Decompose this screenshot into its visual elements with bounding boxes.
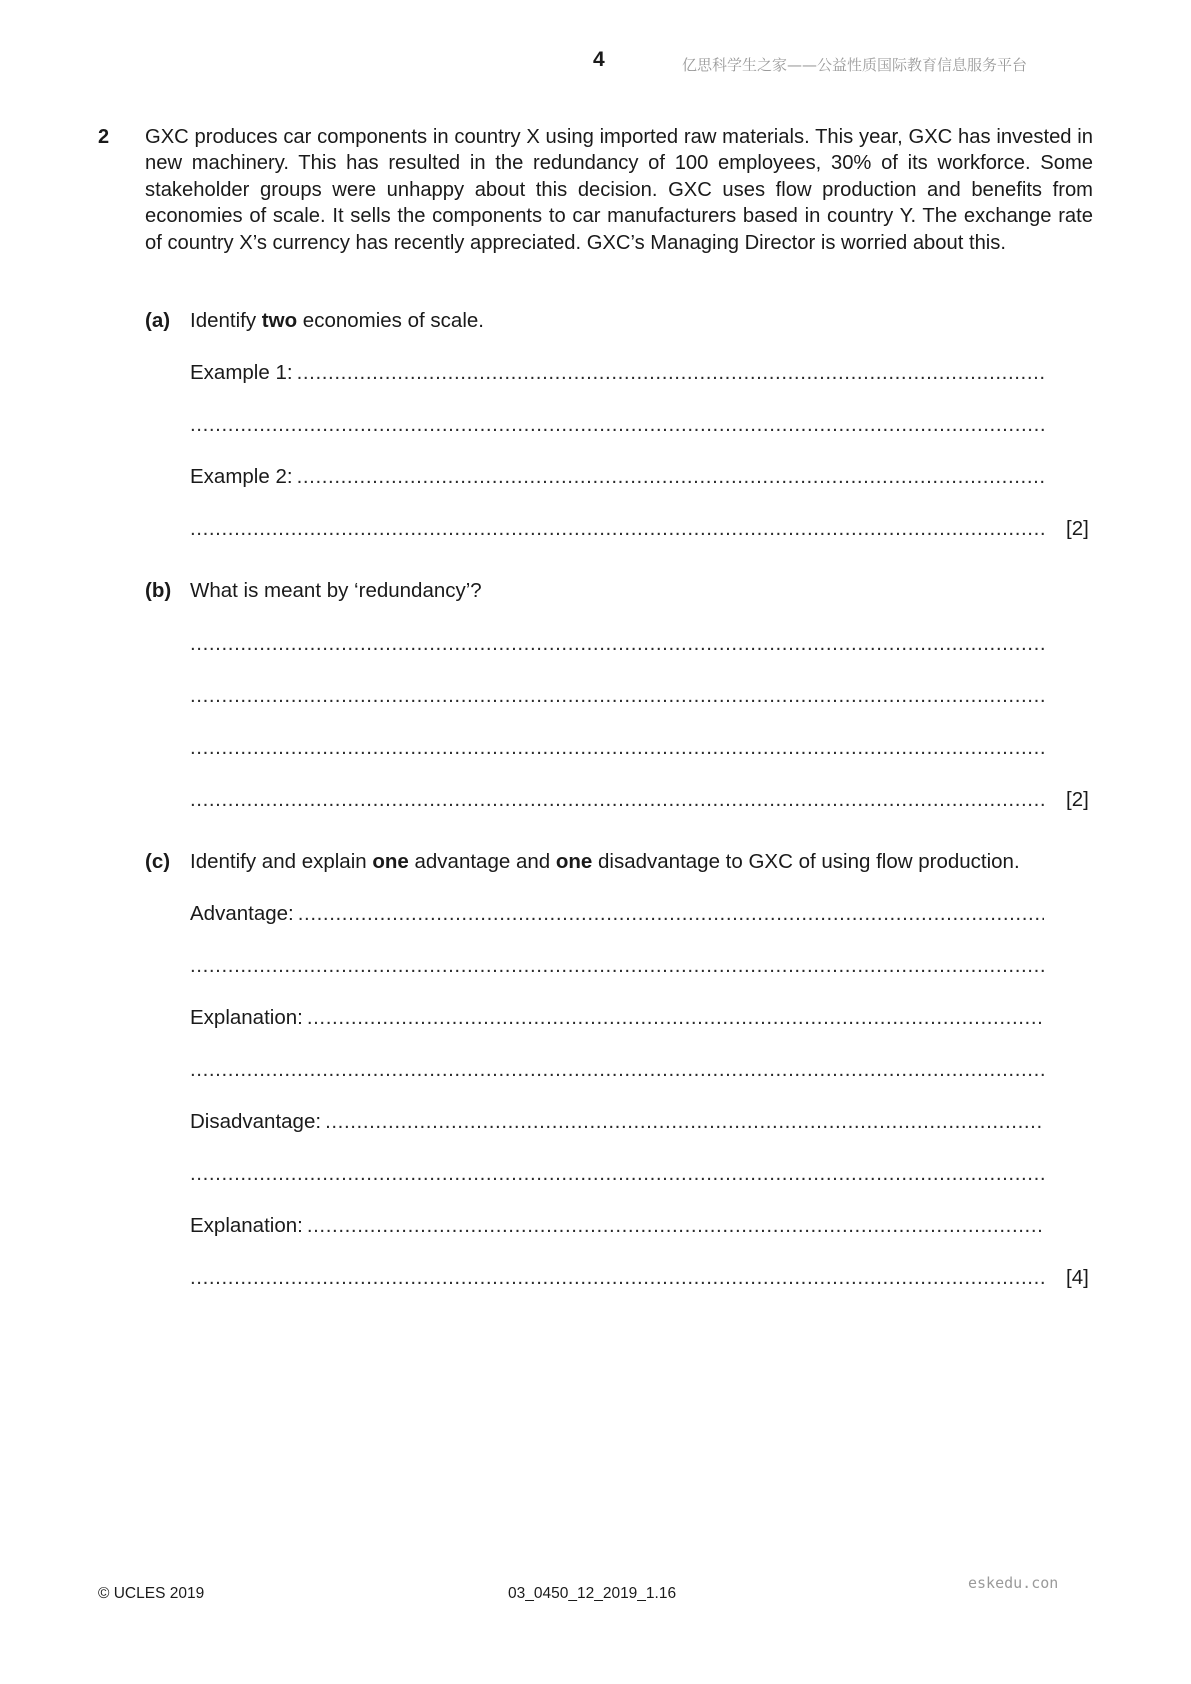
answer-line-c-8[interactable] [190,1266,1044,1292]
example-2-label: Example 2: [190,465,293,488]
answer-line-c-2[interactable] [190,954,1044,980]
dotted-line [190,954,1044,978]
dotted-line [190,413,1044,437]
dotted-line [190,632,1044,656]
dotted-line [297,465,1044,489]
answer-line-explanation-2[interactable] [190,1214,1044,1240]
part-c-text-1: Identify and explain [190,850,373,873]
page-number: 4 [593,48,605,71]
dotted-line [298,902,1044,926]
part-c-bold-1: one [372,850,409,873]
dotted-line [325,1110,1044,1134]
part-c-marks: [4] [1066,1266,1089,1289]
part-a-text-before: Identify [190,309,262,332]
answer-line-disadvantage[interactable] [190,1110,1044,1136]
part-a-text-bold: two [261,309,298,332]
part-c-label: (c) [145,850,171,873]
answer-line-explanation-1[interactable] [190,1006,1044,1032]
part-c-bold-2: one [555,850,593,873]
explanation-2-label: Explanation: [190,1214,303,1237]
answer-line-b-1[interactable] [190,632,1044,658]
part-a-question [190,309,484,333]
question-stem: GXC produces car components in country X using imported raw materials. This year, GXC has invested in new machinery. This has resulted in the redundancy of 100 employees, 30% of its workforce. Some stakeholder groups were unhappy about this decision. GXC uses flow production and benefits from economies of scale. It sells the components to car manufacturers based in country Y. The exchange rate of country X’s currency has recently appreciated. GXC’s Managing Director is worried about this. [145,126,1093,254]
part-c-text-3: disadvantage to GXC of using flow production. [592,850,1020,873]
explanation-1-label: Explanation: [190,1006,303,1029]
header-watermark: 亿思科学生之家——公益性质国际教育信息服务平台 [682,56,1028,74]
dotted-line [190,517,1044,541]
answer-line-a-2[interactable] [190,413,1044,439]
question-number: 2 [98,126,110,148]
document-code: 03_0450_12_2019_1.16 [508,1585,677,1602]
example-1-label: Example 1: [190,361,293,384]
answer-line-example-2[interactable] [190,465,1044,491]
answer-line-a-4[interactable] [190,517,1044,543]
answer-line-c-6[interactable] [190,1162,1044,1188]
answer-line-b-4[interactable] [190,788,1044,814]
disadvantage-label: Disadvantage: [190,1110,322,1133]
part-b-label: (b) [145,579,172,602]
answer-line-advantage[interactable] [190,902,1044,928]
footer-watermark: eskedu.con [968,1574,1059,1592]
dotted-line [297,361,1044,385]
part-a-marks: [2] [1066,517,1089,540]
dotted-line [190,788,1044,812]
part-c-question [190,850,1020,874]
answer-line-c-4[interactable] [190,1058,1044,1084]
dotted-line [190,1266,1044,1290]
dotted-line [307,1214,1044,1238]
dotted-line [190,1162,1044,1186]
part-b-question: What is meant by ‘redundancy’? [190,579,482,602]
answer-line-example-1[interactable] [190,361,1044,387]
advantage-label: Advantage: [190,902,294,925]
dotted-line [190,736,1044,760]
dotted-line [190,1058,1044,1082]
answer-line-b-2[interactable] [190,684,1044,710]
dotted-line [190,684,1044,708]
dotted-line [307,1006,1044,1030]
part-a-label: (a) [145,309,171,332]
answer-line-b-3[interactable] [190,736,1044,762]
part-c-text-2: advantage and [408,850,556,873]
part-b-marks: [2] [1066,788,1089,811]
copyright: © UCLES 2019 [98,1585,205,1602]
part-a-text-after: economies of scale. [297,309,484,332]
